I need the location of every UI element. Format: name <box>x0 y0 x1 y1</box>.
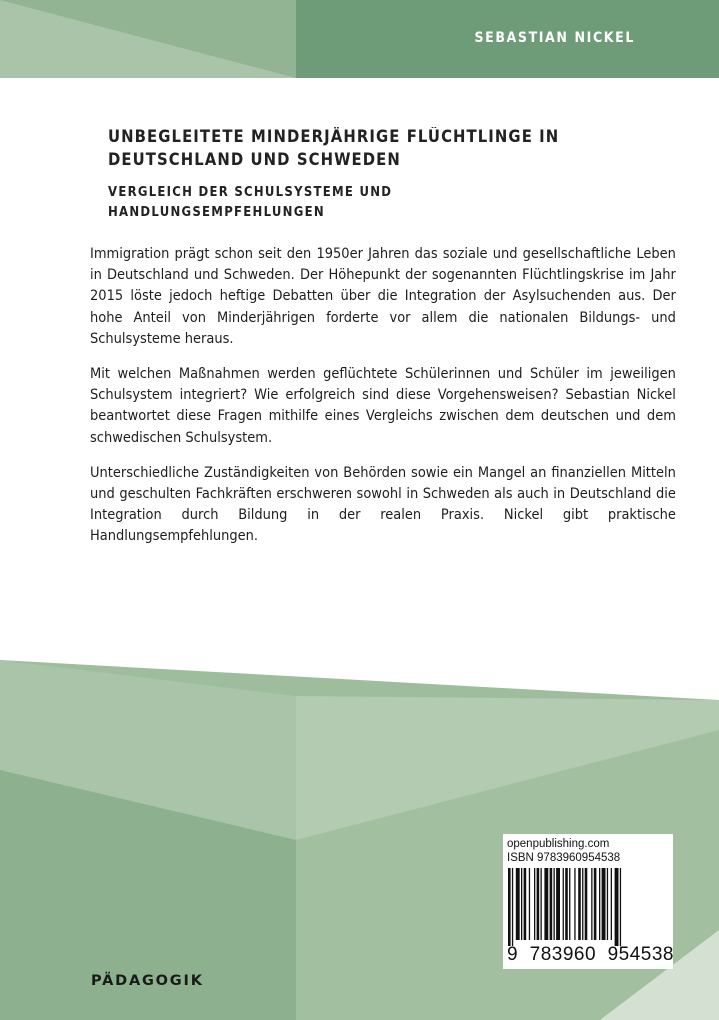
barcode-bar <box>544 868 548 940</box>
barcode-bar <box>556 868 560 940</box>
barcode-bar <box>537 868 540 940</box>
book-title <box>108 125 576 171</box>
blurb-text <box>90 244 676 562</box>
barcode-bar <box>550 868 553 940</box>
title-line-2: DEUTSCHLAND UND SCHWEDEN <box>108 150 401 169</box>
barcode-bar <box>508 868 511 946</box>
barcode-bar <box>594 868 597 940</box>
barcode-bar <box>578 868 581 940</box>
barcode-bar <box>524 868 527 940</box>
barcode-bar <box>534 868 535 940</box>
barcode-icon <box>508 868 668 946</box>
barcode-bar <box>569 868 570 940</box>
barcode-bar <box>554 868 555 940</box>
blurb-paragraph-1: Immigration prägt schon seit den 1950er Jahren das soziale und gesellschaftliche Leben in Deutschland und Schweden. Der Höhepunkt der sogenannten Flüchtlingskrise im Jahr 2015 löste jedoch heftige Debatten über die Integration der Asylsuchenden aus. Der hohe Anteil von Minderjährigen forderte vor allem die nationalen Bildungs- und Schulsysteme heraus. <box>90 246 676 347</box>
barcode-bar <box>574 868 575 940</box>
barcode-bar <box>611 868 612 940</box>
barcode-bar <box>582 868 583 940</box>
blurb-paragraph-3: Unterschiedliche Zuständigkeiten von Behörden sowie ein Mangel an finanziellen Mitteln und geschulten Fachkräften erschweren sowohl in Schweden als auch in Deutschland die Integration durch Bildung in der realen Praxis. Nickel gibt praktische Handlungsempfehlungen. <box>90 464 676 545</box>
category-label: PÄDAGOGIK <box>91 973 204 989</box>
barcode-bar <box>563 868 564 940</box>
book-subtitle <box>108 183 576 223</box>
barcode-bar <box>565 868 568 940</box>
isbn-label: ISBN 9783960954538 <box>507 852 621 864</box>
barcode-bar <box>615 868 619 946</box>
barcode-bar <box>620 868 621 946</box>
barcode-bar <box>585 868 588 940</box>
barcode-bar <box>541 868 542 940</box>
barcode-bar <box>602 868 606 940</box>
barcode-bar <box>599 868 600 940</box>
subtitle-line-2: HANDLUNGSEMPFEHLUNGEN <box>108 205 325 220</box>
barcode-bar <box>529 868 530 940</box>
barcode-bar <box>512 868 513 946</box>
barcode-bar <box>521 868 522 940</box>
author-name: SEBASTIAN NICKEL <box>474 30 635 46</box>
title-line-1: UNBEGLEITETE MINDERJÄHRIGE FLÜCHTLINGE IN <box>108 127 560 146</box>
subtitle-line-1: VERGLEICH DER SCHULSYSTEME UND <box>108 185 393 200</box>
blurb-paragraph-2: Mit welchen Maßnahmen werden geflüchtete Schülerinnen und Schüler im jeweiligen Schulsystem integriert? Wie erfolgreich sind diese Vorgehensweisen? Sebastian Nickel beantwortet diese Fragen mithilfe eines Vergleichs zwischen dem deutschen und dem schwedischen Schulsystem. <box>90 366 676 446</box>
barcode-digits: 9 783960 954538 <box>507 944 674 965</box>
barcode-bar <box>516 868 520 940</box>
publisher-url: openpublishing.com <box>507 838 610 850</box>
barcode-bar <box>591 868 592 940</box>
barcode-bar <box>607 868 608 940</box>
